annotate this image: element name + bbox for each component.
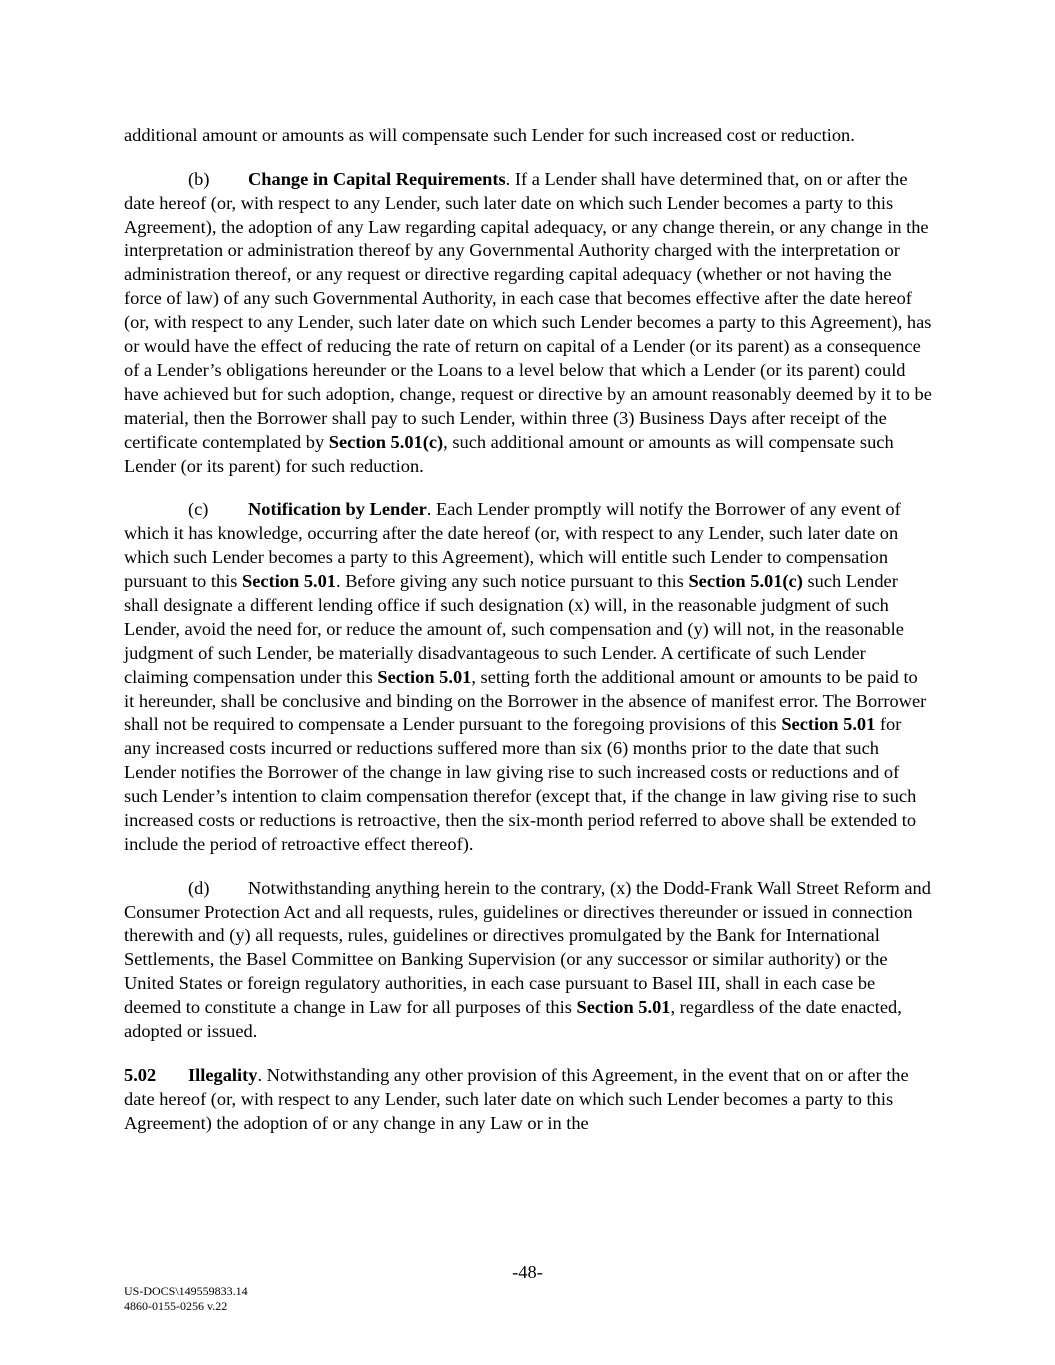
section-5-02 — [124, 1064, 932, 1136]
carryover-text: additional amount or amounts as will compensate such Lender for such increased cost or reduction. — [124, 125, 855, 145]
footer-version: 4860-0155-0256 v.22 — [124, 1299, 228, 1313]
document-footer — [124, 1284, 248, 1314]
paragraph-c-text-2: . Before giving any such notice pursuant to this — [336, 571, 689, 591]
section-5-02-heading: Illegality — [188, 1064, 258, 1085]
carryover-paragraph — [124, 124, 932, 148]
paragraph-c-text-5: for any increased costs incurred or reductions suffered more than six (6) months prior to the date that such Lender notifies the Borrower of the change in law giving rise to such increased costs or reductions and of such Lender’s intention to claim compensation therefor (except that, if the change in law giving rise to such increased costs or reductions is retroactive, then the six-month period referred to above shall be extended to include the period of retroactive effect thereof). — [124, 714, 917, 854]
paragraph-c-section-ref-3: Section 5.01 — [377, 666, 472, 687]
paragraph-b-text-1: . If a Lender shall have determined that, on or after the date hereof (or, with respect to any Lender, such later date on which such Lender becomes a party to this Agreement), the adoption of any Law regarding capital adequacy, or any change therein, or any change in the interpretation or administration thereof by any Governmental Authority charged with the interpretation or administration thereof, or any request or directive regarding capital adequacy (whether or not having the force of law) of any such Governmental Authority, in each case that becomes effective after the date hereof (or, with respect to any Lender, such later date on which such Lender becomes a party to this Agreement), has or would have the effect of reducing the rate of return on capital of a Lender (or its parent) as a consequence of a Lender’s obligations hereunder or the Loans to a level below that which a Lender (or its parent) could have achieved but for such adoption, change, request or directive by an amount reasonably deemed by it to be material, then the Borrower shall pay to such Lender, within three (3) Business Days after receipt of the certificate contemplated by — [124, 168, 932, 452]
section-5-02-text-1: . Notwithstanding any other provision of this Agreement, in the event that on or after the date hereof (or, with respect to any Lender, such later date on which such Lender becomes a party to this Agreement) the adoption of or any change in any Law or in the — [124, 1064, 909, 1133]
paragraph-d-section-ref-1: Section 5.01 — [576, 997, 671, 1018]
paragraph-c-text-1: . Each Lender promptly will notify the Borrower of any event of which it has knowledge, occurring after the date hereof (or, with respect to any Lender, such later date on which such Lender becomes a party to this Agreement), which will entitle such Lender to compensation pursuant to this — [124, 499, 901, 591]
paragraph-c-text-3: such Lender shall designate a different lending office if such designation (x) will, in the reasonable judgment of such Lender, avoid the need for, or reduce the amount of, such compensation and (y) will not, in the reasonable judgment of such Lender, be materially disadvantageous to such Lender. A certificate of such Lender claiming compensation under this — [124, 571, 904, 687]
paragraph-b — [124, 168, 932, 479]
paragraph-d-text-2: , regardless of the date enacted, adopted or issued. — [124, 997, 902, 1042]
paragraph-b-section-ref-1: Section 5.01(c) — [328, 431, 444, 452]
paragraph-c-section-ref-4: Section 5.01 — [781, 714, 876, 735]
paragraph-d-label: (d) — [188, 877, 210, 898]
paragraph-c-heading: Notification by Lender — [248, 499, 427, 520]
footer-doc-id: US-DOCS\149559833.14 — [124, 1284, 248, 1298]
paragraph-c — [124, 498, 932, 857]
paragraph-c-label: (c) — [188, 499, 209, 520]
section-5-02-number: 5.02 — [124, 1064, 157, 1085]
paragraph-c-section-ref-1: Section 5.01 — [242, 571, 337, 591]
paragraph-c-text-4: , setting forth the additional amount or amounts to be paid to it hereunder, shall be conclusive and binding on the Borrower in the absence of manifest error. The Borrower shall not be required to compensate a Lender pursuant to the foregoing provisions of this — [124, 666, 927, 735]
paragraph-b-label: (b) — [188, 168, 210, 189]
paragraph-b-heading: Change in Capital Requirements — [248, 168, 506, 189]
paragraph-b-text-2: , such additional amount or amounts as will compensate such Lender (or its parent) for such reduction. — [124, 431, 894, 476]
page-number: -48- — [512, 1262, 543, 1282]
document-body — [124, 124, 932, 1155]
paragraph-d — [124, 877, 932, 1044]
paragraph-c-section-ref-2: Section 5.01(c) — [688, 571, 803, 591]
paragraph-d-text-1: Notwithstanding anything herein to the contrary, (x) the Dodd-Frank Wall Street Reform and Consumer Protection Act and all requests, rules, guidelines or directives thereunder or issued in connection therewith and (y) all requests, rules, guidelines or directives promulgated by the Bank for International Settlements, the Basel Committee on Banking Supervision (or any successor or similar authority) or the United States or foreign regulatory authorities, in each case pursuant to Basel III, shall in each case be deemed to constitute a change in Law for all purposes of this — [124, 877, 931, 1018]
